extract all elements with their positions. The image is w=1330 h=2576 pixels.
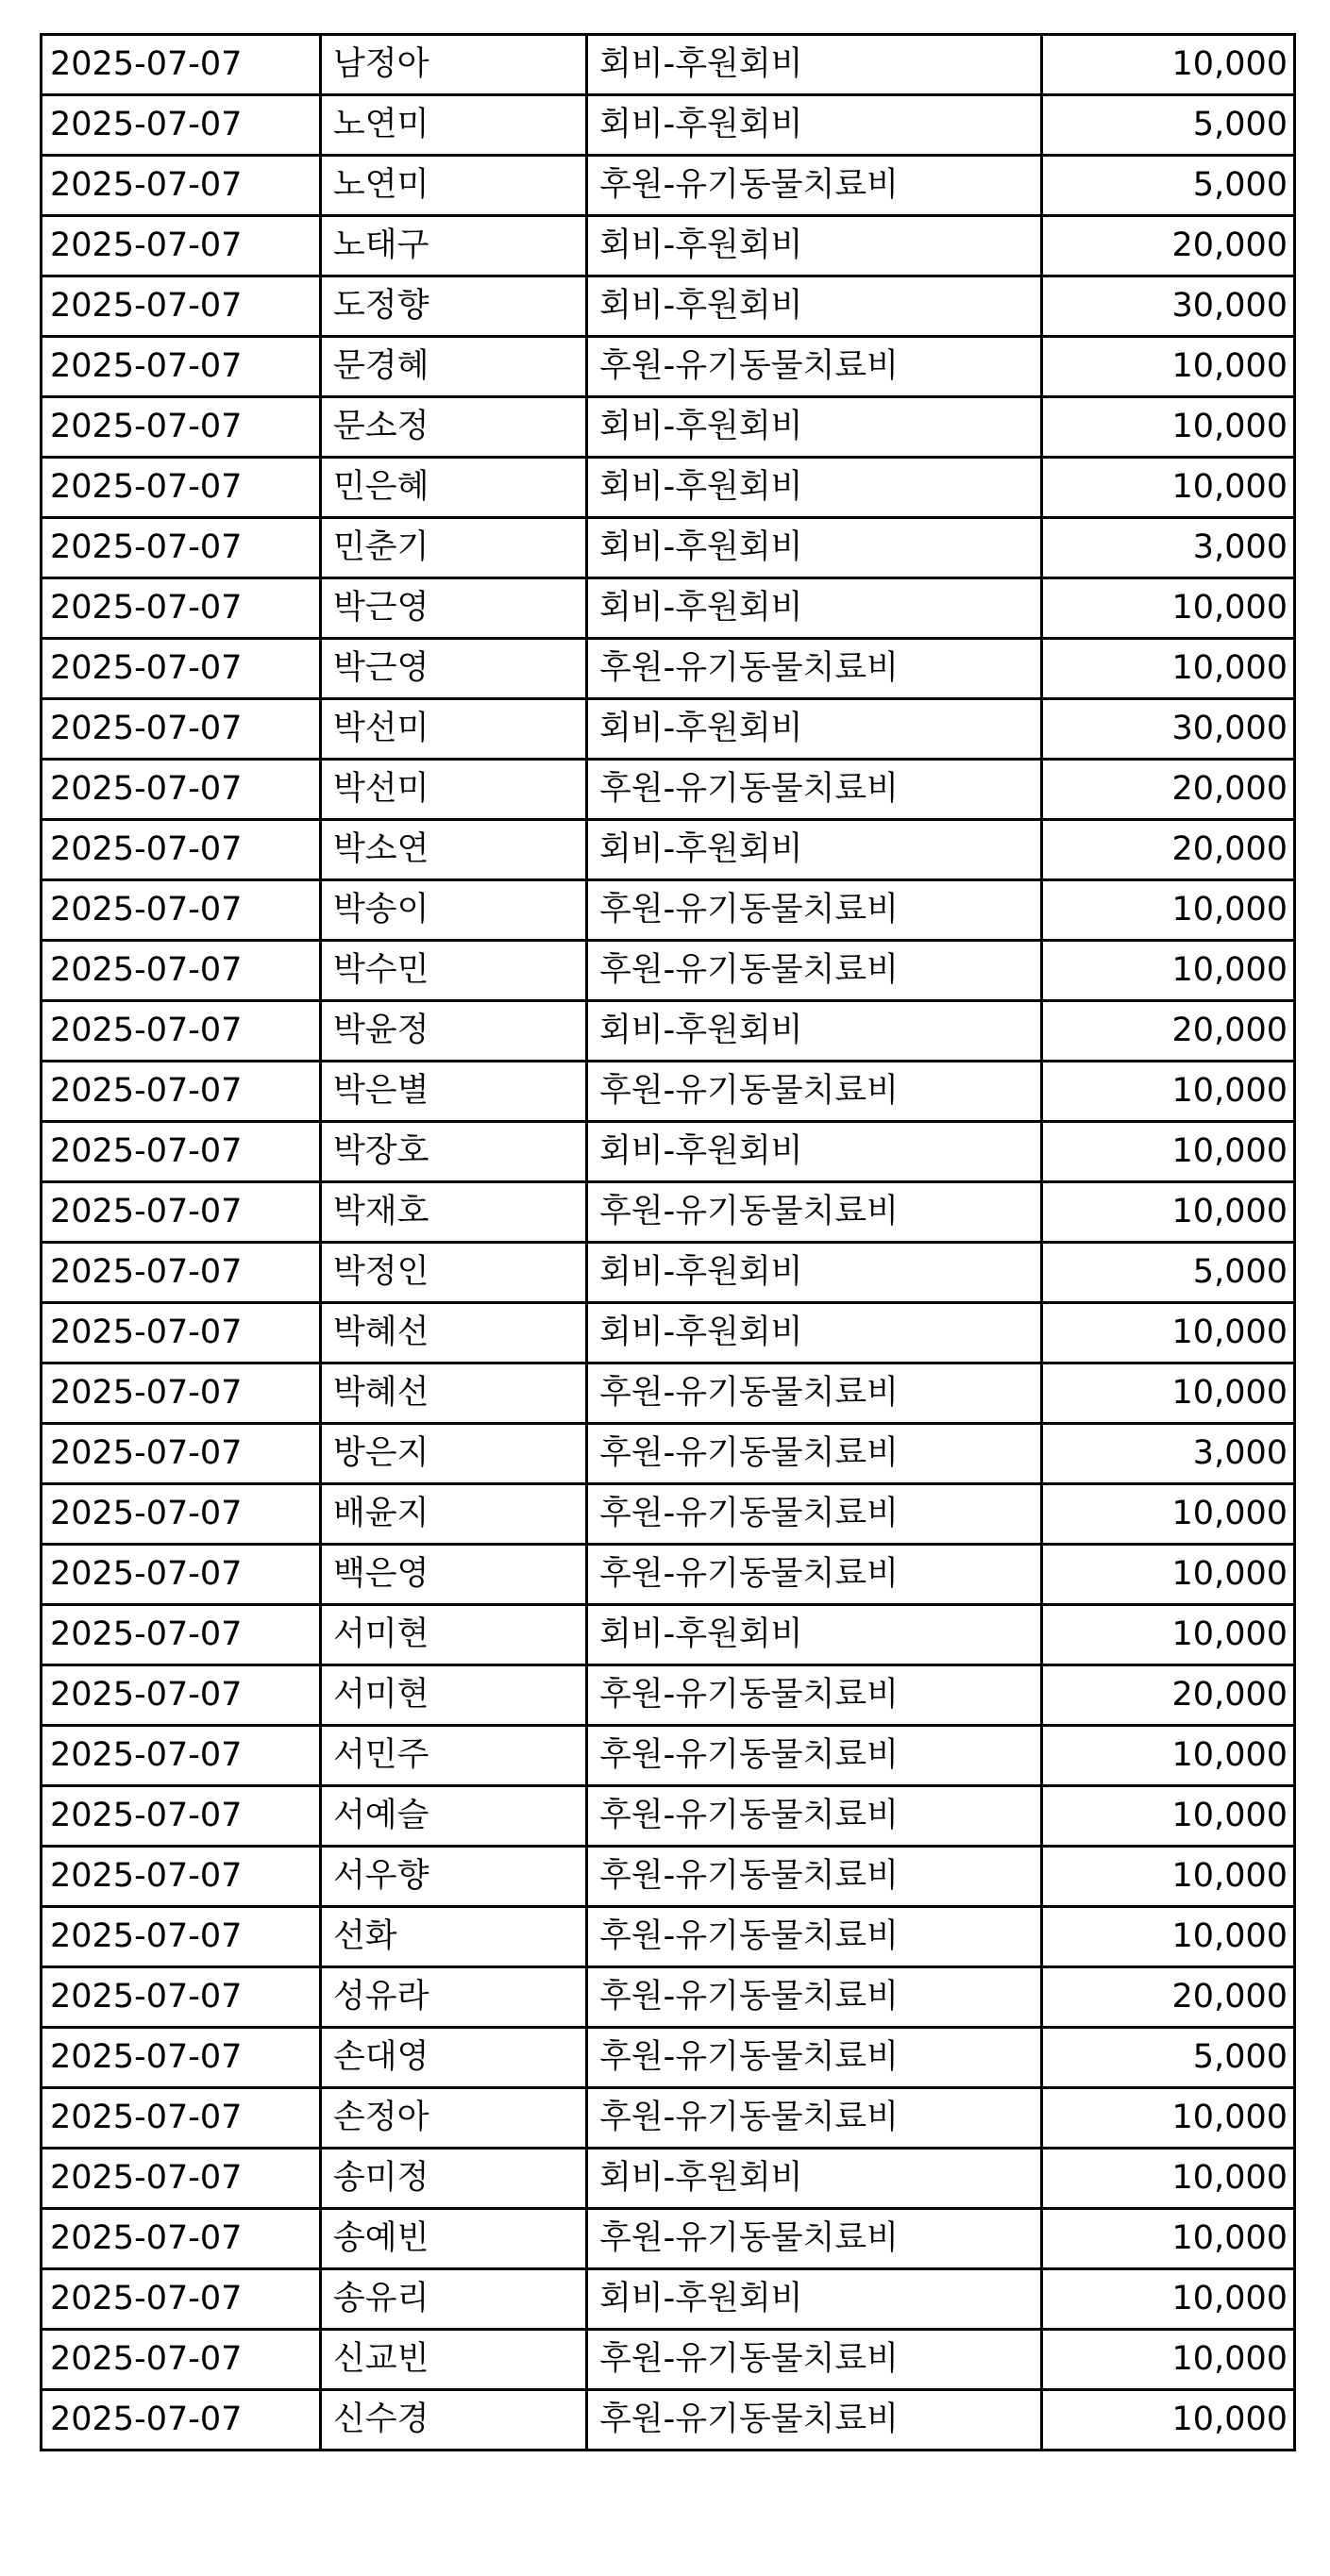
donor-name-cell: 노연미	[321, 156, 587, 216]
category-cell: 후원-유기동물치료비	[587, 1665, 1042, 1726]
category-cell: 회비-후원회비	[587, 518, 1042, 578]
category-cell: 후원-유기동물치료비	[587, 1182, 1042, 1243]
date-cell: 2025-07-07	[42, 1665, 321, 1726]
table-row	[42, 518, 1295, 578]
category-cell: 회비-후원회비	[587, 578, 1042, 639]
category-cell: 후원-유기동물치료비	[587, 880, 1042, 941]
table-row	[42, 216, 1295, 276]
table-row	[42, 760, 1295, 820]
donor-name-cell: 박선미	[321, 699, 587, 760]
table-row	[42, 1424, 1295, 1484]
table-row	[42, 2209, 1295, 2269]
date-cell: 2025-07-07	[42, 276, 321, 337]
table-row	[42, 820, 1295, 880]
table-row	[42, 1847, 1295, 1907]
date-cell: 2025-07-07	[42, 1363, 321, 1424]
date-cell: 2025-07-07	[42, 1243, 321, 1303]
amount-cell: 20,000	[1042, 1967, 1295, 2028]
donor-name-cell: 서미현	[321, 1605, 587, 1665]
amount-cell: 10,000	[1042, 2088, 1295, 2149]
table-row	[42, 1907, 1295, 1967]
category-cell: 회비-후원회비	[587, 1303, 1042, 1363]
amount-cell: 30,000	[1042, 276, 1295, 337]
category-cell: 후원-유기동물치료비	[587, 2390, 1042, 2451]
table-row	[42, 1665, 1295, 1726]
date-cell: 2025-07-07	[42, 1424, 321, 1484]
date-cell: 2025-07-07	[42, 1967, 321, 2028]
amount-cell: 5,000	[1042, 2028, 1295, 2088]
donor-name-cell: 서예슬	[321, 1786, 587, 1847]
category-cell: 후원-유기동물치료비	[587, 2088, 1042, 2149]
amount-cell: 10,000	[1042, 1545, 1295, 1605]
amount-cell: 10,000	[1042, 1122, 1295, 1182]
donor-name-cell: 박은별	[321, 1062, 587, 1122]
date-cell: 2025-07-07	[42, 1847, 321, 1907]
amount-cell: 10,000	[1042, 1605, 1295, 1665]
donor-name-cell: 박재호	[321, 1182, 587, 1243]
date-cell: 2025-07-07	[42, 337, 321, 397]
category-cell: 회비-후원회비	[587, 397, 1042, 458]
category-cell: 회비-후원회비	[587, 1001, 1042, 1062]
donor-name-cell: 도정향	[321, 276, 587, 337]
amount-cell: 10,000	[1042, 578, 1295, 639]
table-row	[42, 1243, 1295, 1303]
category-cell: 후원-유기동물치료비	[587, 1786, 1042, 1847]
donor-name-cell: 송유리	[321, 2269, 587, 2330]
donor-name-cell: 박장호	[321, 1122, 587, 1182]
donor-name-cell: 민춘기	[321, 518, 587, 578]
category-cell: 회비-후원회비	[587, 1605, 1042, 1665]
category-cell: 후원-유기동물치료비	[587, 941, 1042, 1001]
category-cell: 후원-유기동물치료비	[587, 2330, 1042, 2390]
date-cell: 2025-07-07	[42, 156, 321, 216]
category-cell: 후원-유기동물치료비	[587, 1363, 1042, 1424]
table-row	[42, 1182, 1295, 1243]
donor-name-cell: 문경혜	[321, 337, 587, 397]
table-row	[42, 941, 1295, 1001]
date-cell: 2025-07-07	[42, 578, 321, 639]
table-row	[42, 2088, 1295, 2149]
date-cell: 2025-07-07	[42, 458, 321, 518]
amount-cell: 10,000	[1042, 1303, 1295, 1363]
date-cell: 2025-07-07	[42, 1484, 321, 1545]
category-cell: 후원-유기동물치료비	[587, 1847, 1042, 1907]
amount-cell: 10,000	[1042, 1786, 1295, 1847]
amount-cell: 10,000	[1042, 1907, 1295, 1967]
amount-cell: 30,000	[1042, 699, 1295, 760]
date-cell: 2025-07-07	[42, 95, 321, 156]
donor-name-cell: 손정아	[321, 2088, 587, 2149]
table-row	[42, 1484, 1295, 1545]
donor-name-cell: 손대영	[321, 2028, 587, 2088]
date-cell: 2025-07-07	[42, 699, 321, 760]
date-cell: 2025-07-07	[42, 639, 321, 699]
amount-cell: 10,000	[1042, 2330, 1295, 2390]
amount-cell: 20,000	[1042, 820, 1295, 880]
amount-cell: 5,000	[1042, 1243, 1295, 1303]
donor-name-cell: 남정아	[321, 35, 587, 95]
donor-name-cell: 서미현	[321, 1665, 587, 1726]
date-cell: 2025-07-07	[42, 2149, 321, 2209]
table-row	[42, 1545, 1295, 1605]
table-row	[42, 95, 1295, 156]
date-cell: 2025-07-07	[42, 35, 321, 95]
category-cell: 회비-후원회비	[587, 35, 1042, 95]
donor-name-cell: 방은지	[321, 1424, 587, 1484]
table-row	[42, 337, 1295, 397]
table-row	[42, 2330, 1295, 2390]
date-cell: 2025-07-07	[42, 2390, 321, 2451]
donor-name-cell: 문소정	[321, 397, 587, 458]
amount-cell: 10,000	[1042, 397, 1295, 458]
table-row	[42, 397, 1295, 458]
date-cell: 2025-07-07	[42, 941, 321, 1001]
table-row	[42, 1786, 1295, 1847]
donor-name-cell: 노연미	[321, 95, 587, 156]
amount-cell: 20,000	[1042, 1665, 1295, 1726]
donor-name-cell: 박근영	[321, 578, 587, 639]
date-cell: 2025-07-07	[42, 1303, 321, 1363]
amount-cell: 10,000	[1042, 337, 1295, 397]
date-cell: 2025-07-07	[42, 2088, 321, 2149]
amount-cell: 5,000	[1042, 95, 1295, 156]
donor-name-cell: 박근영	[321, 639, 587, 699]
donor-name-cell: 노태구	[321, 216, 587, 276]
amount-cell: 3,000	[1042, 518, 1295, 578]
category-cell: 회비-후원회비	[587, 2269, 1042, 2330]
table-row	[42, 458, 1295, 518]
category-cell: 후원-유기동물치료비	[587, 156, 1042, 216]
date-cell: 2025-07-07	[42, 880, 321, 941]
donor-name-cell: 박윤정	[321, 1001, 587, 1062]
amount-cell: 10,000	[1042, 458, 1295, 518]
category-cell: 후원-유기동물치료비	[587, 1424, 1042, 1484]
donor-name-cell: 송예빈	[321, 2209, 587, 2269]
table-row	[42, 1967, 1295, 2028]
table-row	[42, 1303, 1295, 1363]
table-row	[42, 1726, 1295, 1786]
donor-name-cell: 박수민	[321, 941, 587, 1001]
date-cell: 2025-07-07	[42, 2269, 321, 2330]
donor-name-cell: 성유라	[321, 1967, 587, 2028]
category-cell: 후원-유기동물치료비	[587, 2028, 1042, 2088]
amount-cell: 10,000	[1042, 1062, 1295, 1122]
amount-cell: 10,000	[1042, 2269, 1295, 2330]
table-row	[42, 880, 1295, 941]
date-cell: 2025-07-07	[42, 760, 321, 820]
date-cell: 2025-07-07	[42, 1001, 321, 1062]
table-row	[42, 156, 1295, 216]
date-cell: 2025-07-07	[42, 1726, 321, 1786]
donor-name-cell: 박혜선	[321, 1363, 587, 1424]
amount-cell: 10,000	[1042, 1726, 1295, 1786]
amount-cell: 20,000	[1042, 760, 1295, 820]
amount-cell: 10,000	[1042, 880, 1295, 941]
amount-cell: 20,000	[1042, 1001, 1295, 1062]
donor-name-cell: 박소연	[321, 820, 587, 880]
donor-name-cell: 서우향	[321, 1847, 587, 1907]
category-cell: 후원-유기동물치료비	[587, 1545, 1042, 1605]
date-cell: 2025-07-07	[42, 518, 321, 578]
category-cell: 후원-유기동물치료비	[587, 1726, 1042, 1786]
date-cell: 2025-07-07	[42, 2330, 321, 2390]
category-cell: 회비-후원회비	[587, 1122, 1042, 1182]
date-cell: 2025-07-07	[42, 1062, 321, 1122]
donor-name-cell: 박송이	[321, 880, 587, 941]
donor-name-cell: 백은영	[321, 1545, 587, 1605]
amount-cell: 20,000	[1042, 216, 1295, 276]
table-row	[42, 2269, 1295, 2330]
table-row	[42, 35, 1295, 95]
table-row	[42, 699, 1295, 760]
table-row	[42, 1122, 1295, 1182]
date-cell: 2025-07-07	[42, 397, 321, 458]
ledger-body	[42, 35, 1295, 2451]
category-cell: 후원-유기동물치료비	[587, 1967, 1042, 2028]
category-cell: 회비-후원회비	[587, 2149, 1042, 2209]
donor-name-cell: 송미정	[321, 2149, 587, 2209]
date-cell: 2025-07-07	[42, 1182, 321, 1243]
amount-cell: 10,000	[1042, 1182, 1295, 1243]
amount-cell: 10,000	[1042, 1847, 1295, 1907]
category-cell: 후원-유기동물치료비	[587, 760, 1042, 820]
amount-cell: 10,000	[1042, 35, 1295, 95]
donor-name-cell: 배윤지	[321, 1484, 587, 1545]
table-row	[42, 1363, 1295, 1424]
donor-name-cell: 박선미	[321, 760, 587, 820]
category-cell: 회비-후원회비	[587, 820, 1042, 880]
table-row	[42, 276, 1295, 337]
date-cell: 2025-07-07	[42, 2209, 321, 2269]
date-cell: 2025-07-07	[42, 1605, 321, 1665]
amount-cell: 10,000	[1042, 941, 1295, 1001]
date-cell: 2025-07-07	[42, 216, 321, 276]
date-cell: 2025-07-07	[42, 1907, 321, 1967]
donor-name-cell: 신교빈	[321, 2330, 587, 2390]
amount-cell: 5,000	[1042, 156, 1295, 216]
donor-name-cell: 민은혜	[321, 458, 587, 518]
category-cell: 회비-후원회비	[587, 95, 1042, 156]
donor-name-cell: 선화	[321, 1907, 587, 1967]
table-row	[42, 2390, 1295, 2451]
category-cell: 후원-유기동물치료비	[587, 2209, 1042, 2269]
donor-name-cell: 박정인	[321, 1243, 587, 1303]
date-cell: 2025-07-07	[42, 1786, 321, 1847]
table-row	[42, 1001, 1295, 1062]
donor-name-cell: 신수경	[321, 2390, 587, 2451]
table-row	[42, 2149, 1295, 2209]
amount-cell: 10,000	[1042, 1363, 1295, 1424]
amount-cell: 10,000	[1042, 2209, 1295, 2269]
category-cell: 회비-후원회비	[587, 276, 1042, 337]
category-cell: 후원-유기동물치료비	[587, 1062, 1042, 1122]
table-row	[42, 639, 1295, 699]
table-row	[42, 578, 1295, 639]
date-cell: 2025-07-07	[42, 1122, 321, 1182]
amount-cell: 10,000	[1042, 1484, 1295, 1545]
table-row	[42, 1605, 1295, 1665]
category-cell: 후원-유기동물치료비	[587, 639, 1042, 699]
donor-name-cell: 박혜선	[321, 1303, 587, 1363]
date-cell: 2025-07-07	[42, 2028, 321, 2088]
category-cell: 회비-후원회비	[587, 216, 1042, 276]
category-cell: 회비-후원회비	[587, 458, 1042, 518]
amount-cell: 3,000	[1042, 1424, 1295, 1484]
date-cell: 2025-07-07	[42, 1545, 321, 1605]
category-cell: 회비-후원회비	[587, 699, 1042, 760]
table-row	[42, 2028, 1295, 2088]
donation-ledger-table	[40, 33, 1296, 2451]
amount-cell: 10,000	[1042, 2149, 1295, 2209]
donor-name-cell: 서민주	[321, 1726, 587, 1786]
category-cell: 후원-유기동물치료비	[587, 1907, 1042, 1967]
category-cell: 후원-유기동물치료비	[587, 1484, 1042, 1545]
category-cell: 후원-유기동물치료비	[587, 337, 1042, 397]
amount-cell: 10,000	[1042, 2390, 1295, 2451]
category-cell: 회비-후원회비	[587, 1243, 1042, 1303]
table-row	[42, 1062, 1295, 1122]
date-cell: 2025-07-07	[42, 820, 321, 880]
amount-cell: 10,000	[1042, 639, 1295, 699]
